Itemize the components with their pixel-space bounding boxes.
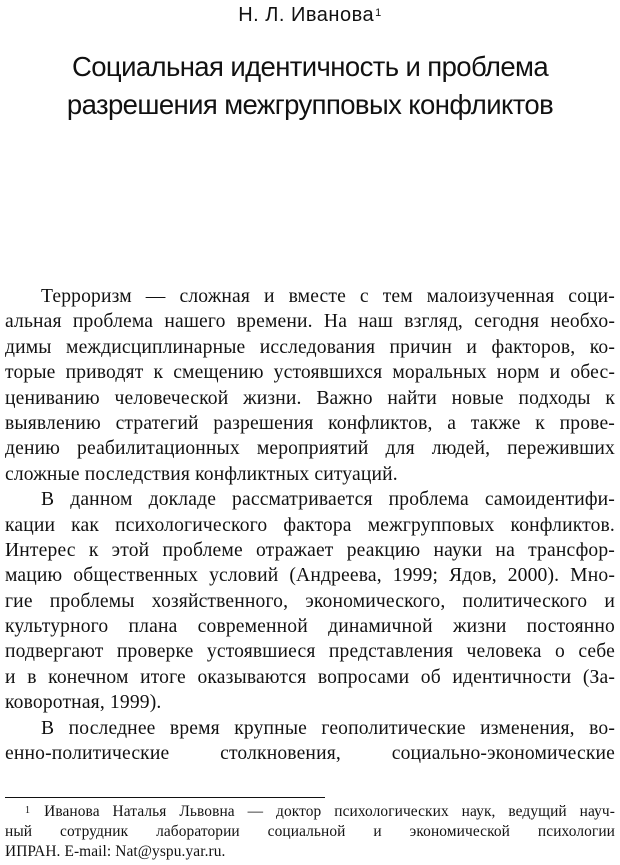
paragraph-line: дению реабилитационных мероприятий для людей, переживших bbox=[5, 438, 615, 460]
author-footnote-mark[interactable]: 1 bbox=[375, 7, 382, 19]
footnote-line: ный сотрудник лаборатории социальной и экономической психологии bbox=[5, 823, 615, 840]
paragraph-line: Интерес к этой проблеме отражает реакцию науки на трансфор- bbox=[5, 539, 615, 561]
paragraph-line: и в конечном итоге оказываются вопросами об идентичности (За- bbox=[5, 666, 615, 688]
paragraph-line: кации как психологического фактора межгрупповых конфликтов. bbox=[5, 514, 615, 536]
paragraph-line: подвергают проверке устоявшиеся представления человека о себе bbox=[5, 641, 615, 663]
paragraph-line: В последнее время крупные геополитические изменения, во- bbox=[41, 717, 615, 739]
paragraph-line: альная проблема нашего времени. На наш взгляд, сегодня необхо- bbox=[5, 311, 615, 333]
paragraph-line: цениванию человеческой жизни. Важно найти новые подходы к bbox=[5, 387, 615, 409]
author-line bbox=[0, 2, 620, 28]
article-title bbox=[0, 48, 620, 124]
footnote-text: Иванова Наталья Львовна — доктор психологических наук, ведущий науч- bbox=[44, 803, 615, 820]
footnote-divider bbox=[5, 797, 325, 798]
footnote bbox=[5, 802, 615, 862]
paragraph-line: культурного плана современной динамичной жизни постоянно bbox=[5, 616, 615, 638]
paragraph-line: торые приводят к смещению устоявшихся моральных норм и обес- bbox=[5, 362, 615, 384]
paragraph-line: гие проблемы хозяйственного, экономического, политического и bbox=[5, 590, 615, 612]
footnote-line: ИПРАН. E-mail: Nat@yspu.yar.ru. bbox=[5, 843, 226, 860]
paragraph-line: коворотная, 1999). bbox=[5, 692, 162, 714]
author-name: Н. Л. Иванова bbox=[238, 4, 375, 26]
footnote-line bbox=[5, 802, 615, 822]
title-line-1: Социальная идентичность и проблема bbox=[71, 51, 549, 82]
paragraph bbox=[5, 284, 615, 487]
paragraph-line: енно-политические столкновения, социально-экономические bbox=[5, 743, 615, 765]
paragraph-line: В данном докладе рассматривается проблема самоидентифи- bbox=[41, 489, 615, 511]
article-body bbox=[5, 284, 615, 766]
paragraph-line: сложные последствия конфликтных ситуаций. bbox=[5, 463, 398, 485]
paragraph bbox=[5, 487, 615, 716]
paragraph-line: мацию общественных условий (Андреева, 1999; Ядов, 2000). Мно- bbox=[5, 565, 615, 587]
paragraph-line: димы междисциплинарные исследования причин и факторов, ко- bbox=[5, 336, 615, 358]
paragraph-line: Терроризм — сложная и вместе с тем малоизученная соци- bbox=[41, 286, 615, 307]
paragraph bbox=[5, 716, 615, 767]
footnote-mark: 1 bbox=[25, 805, 31, 816]
paragraph-line: выявлению стратегий разрешения конфликтов, а также к прове- bbox=[5, 412, 615, 434]
title-line-2: разрешения межгрупповых конфликтов bbox=[66, 89, 554, 120]
